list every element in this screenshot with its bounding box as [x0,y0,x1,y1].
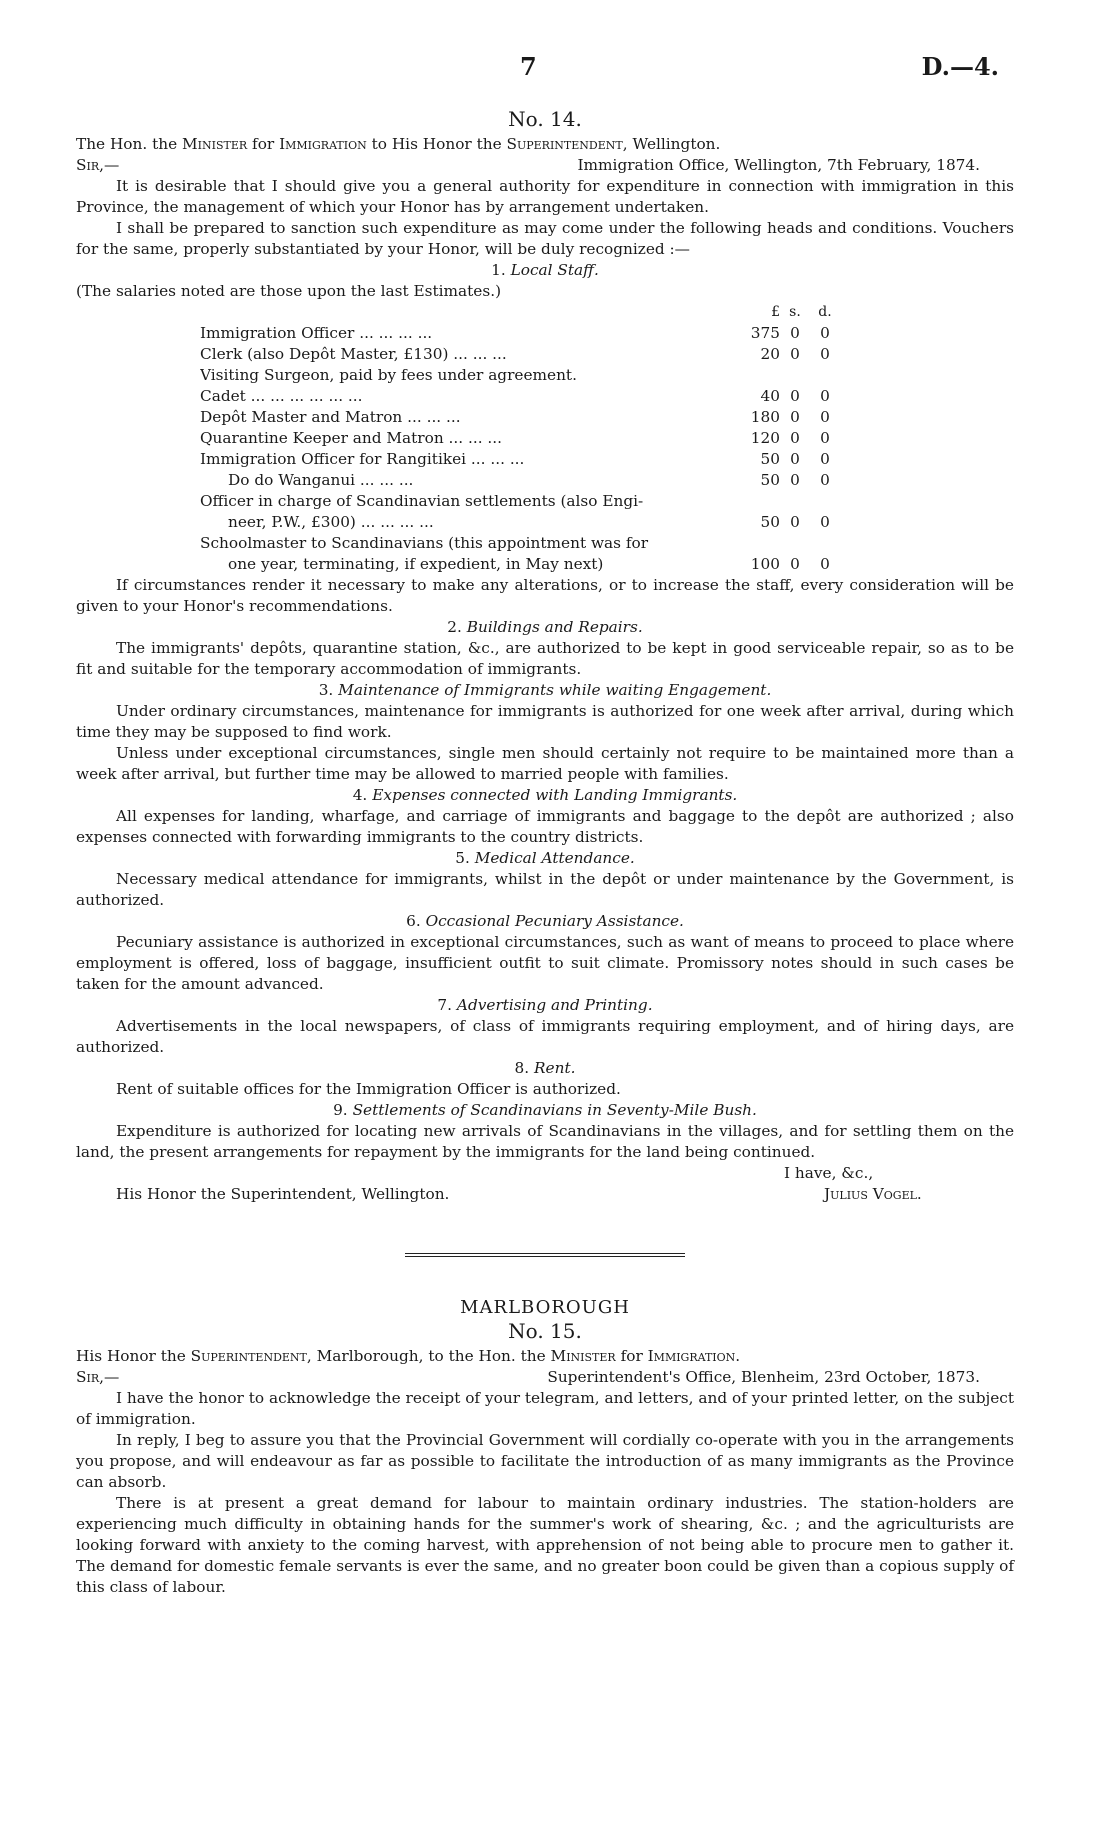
heading-text: for [247,135,280,153]
heading-text: The Hon. the [76,135,183,153]
section-number: 1. [491,261,506,279]
table-row [200,512,840,533]
paragraph: I have the honor to acknowledge the receipt of your telegram, and letters, and of your printed letter, on the subject of immigration. [76,1389,1014,1428]
signature-block [784,1163,1014,1205]
heading-superintendent: Superintendent [506,135,623,153]
paragraph: Pecuniary assistance is authorized in exceptional circumstances, such as want of means to proceed to place where employment is offered, loss of baggage, insufficient outfit to suit climate. Promissory notes should in such cases be taken for the amount advanced. [76,933,1014,993]
table-row [200,491,840,512]
section-title: Expenses connected with Landing Immigrants. [372,786,738,804]
section-number: 9. [333,1101,348,1119]
pence-header: d. [818,304,832,320]
pence: 0 [820,387,830,405]
page-number: 7 [520,52,537,81]
section-title: Buildings and Repairs. [466,618,643,636]
section-number: 2. [447,618,462,636]
section-title: Local Staff. [510,261,599,279]
province-title: MARLBOROUGH [460,1297,630,1318]
shilling-header: s. [789,304,801,320]
pence [810,365,840,386]
staff-item: Schoolmaster to Scandinavians (this appointment was for [200,534,649,552]
heading-superintendent: Superintendent [190,1347,307,1365]
letter-heading [76,134,1014,155]
pence: 0 [820,408,830,426]
pounds [724,365,780,386]
section-heading [76,1100,1014,1121]
staff-item: Officer in charge of Scandinavian settlements (also Engi- [200,492,644,510]
section-heading [76,260,1014,281]
page-header [0,52,1114,82]
paragraph: In reply, I beg to assure you that the Provincial Government will cordially co-operate with you in the arrangements you propose, and will endeavour as far as possible to facilitate the introduction of as many immigrants as the Province can absorb. [76,1431,1014,1491]
section-number: 7. [437,996,453,1014]
section-title: Rent. [534,1059,576,1077]
paragraph: Advertisements in the local newspapers, of class of immigrants requiring employment, and of hiring days, are authorized. [76,1017,1014,1056]
section-heading [76,995,1014,1016]
shillings [780,491,810,512]
shillings: 0 [790,408,800,426]
pence: 0 [820,471,830,489]
salutation: Sir,— [76,1368,120,1386]
section-title: Occasional Pecuniary Assistance. [425,912,684,930]
pence: 0 [820,345,830,363]
staff-item: Visiting Surgeon, paid by fees under agreement. [200,366,577,384]
section-divider [405,1253,685,1257]
paragraph: Rent of suitable offices for the Immigration Officer is authorized. [116,1080,621,1098]
staff-item: Clerk (also Depôt Master, £130) ... ... ... [200,345,507,363]
heading-text: His Honor the [76,1347,191,1365]
paragraph: It is desirable that I should give you a general authority for expenditure in connection with immigration in this Province, the management of which your Honor has by arrangement undertaken. [76,177,1014,216]
paragraph: I shall be prepared to sanction such expenditure as may come under the following heads and conditions. Vouchers for the same, properly substantiated by your Honor, will be duly recognized :— [76,219,1014,258]
shillings: 0 [790,513,800,531]
document-code: D.—4. [921,52,999,81]
shillings: 0 [790,471,800,489]
shillings: 0 [790,555,800,573]
paragraph: All expenses for landing, wharfage, and carriage of immigrants and baggage to the depôt are authorized ; also expenses connected with forwarding immigrants to the country districts. [76,807,1014,846]
paragraph: Unless under exceptional circumstances, single men should certainly not require to be maintained more than a week after arrival, but further time may be allowed to married people with families. [76,744,1014,783]
heading-text: to His Honor the [366,135,507,153]
closing: I have, &c., [784,1164,874,1182]
section-heading [76,617,1014,638]
table-row [200,470,840,491]
pounds: 50 [760,450,780,468]
shillings: 0 [790,450,800,468]
section-heading [76,680,1014,701]
pounds [724,533,780,554]
pence [810,491,840,512]
paragraph: The immigrants' depôts, quarantine station, &c., are authorized to be kept in good serviceable repair, so as to be fit and suitable for the temporary accommodation of immigrants. [76,639,1014,678]
letter-number: No. 15. [508,1319,582,1343]
table-row [200,365,840,386]
staff-item: one year, terminating, if expedient, in May next) [228,555,604,573]
salary-table-header [200,302,840,323]
table-row [200,533,840,554]
signoff [76,1163,1014,1205]
pounds: 40 [760,387,780,405]
salary-table [200,302,840,575]
paragraph: There is at present a great demand for labour to maintain ordinary industries. The station-holders are experiencing much difficulty in obtaining hands for the summer's work of shearing, &c. ; and the agriculturists are looking forward with anxiety to the coming harvest, with apprehension of not being able to procure men to gather it. The demand for domestic female servants is ever the same, and no greater boon could be given than a copious supply of this class of labour. [76,1494,1014,1596]
dateline: Immigration Office, Wellington, 7th February, 1874. [577,156,980,174]
dateline: Superintendent's Office, Blenheim, 23rd October, 1873. [547,1368,980,1386]
table-row [200,449,840,470]
staff-item: Depôt Master and Matron ... ... ... [200,408,461,426]
pounds: 50 [760,471,780,489]
pounds [724,491,780,512]
section-heading [76,911,1014,932]
section-title: Advertising and Printing. [456,996,653,1014]
pence: 0 [820,555,830,573]
pence: 0 [820,450,830,468]
divider-line [405,1256,685,1257]
pence: 0 [820,429,830,447]
table-row [200,344,840,365]
staff-item: Immigration Officer ... ... ... ... [200,324,433,342]
section-number: 5. [455,849,470,867]
section-title: Settlements of Scandinavians in Seventy-Mile Bush. [352,1101,757,1119]
staff-item: Cadet ... ... ... ... ... ... [200,387,363,405]
divider-line [405,1253,685,1254]
heading-immigration: Immigration. [647,1347,741,1365]
heading-text: , Marlborough, to the Hon. the [306,1347,551,1365]
blank-cell [200,302,724,323]
salutation: Sir,— [76,156,120,174]
paragraph: If circumstances render it necessary to make any alterations, or to increase the staff, every consideration will be given to your Honor's recommendations. [76,576,1014,615]
addressee: His Honor the Superintendent, Wellington. [116,1185,450,1203]
table-row [200,323,840,344]
document-body [76,106,1014,1598]
heading-text: for [615,1347,648,1365]
shillings [780,533,810,554]
letter-number: No. 14. [508,107,582,131]
shillings: 0 [790,429,800,447]
shillings [780,365,810,386]
section-heading [76,1058,1014,1079]
section-number: 6. [406,912,421,930]
salary-note: (The salaries noted are those upon the last Estimates.) [76,282,502,300]
section-heading [76,785,1014,806]
pound-header: £ [771,304,780,320]
shillings: 0 [790,324,800,342]
salutation-row [76,155,1014,176]
section-title: Medical Attendance. [474,849,635,867]
letter-heading [76,1346,1014,1367]
paragraph: Necessary medical attendance for immigrants, whilst in the depôt or under maintenance by the Government, is authorized. [76,870,1014,909]
paragraph: Expenditure is authorized for locating new arrivals of Scandinavians in the villages, and for settling them on the land, the present arrangements for repayment by the immigrants for the land being continued. [76,1122,1014,1161]
pounds: 20 [760,345,780,363]
section-number: 4. [352,786,368,804]
pounds: 180 [750,408,780,426]
pounds: 50 [760,513,780,531]
section-heading [76,848,1014,869]
heading-text: , Wellington. [622,135,721,153]
heading-immigration: Immigration [279,135,367,153]
heading-minister: Minister [182,135,248,153]
section-number: 3. [318,681,334,699]
section-title: Maintenance of Immigrants while waiting Engagement. [338,681,772,699]
staff-item: Immigration Officer for Rangitikei ... ... ... [200,450,525,468]
shillings: 0 [790,387,800,405]
staff-item: neer, P.W., £300) ... ... ... ... [228,513,434,531]
shillings: 0 [790,345,800,363]
signature: Julius Vogel. [824,1185,922,1203]
heading-minister: Minister [550,1347,616,1365]
pence: 0 [820,324,830,342]
table-row [200,428,840,449]
table-row [200,554,840,575]
salutation-row [76,1367,1014,1388]
table-row [200,386,840,407]
pounds: 120 [750,429,780,447]
pounds: 375 [750,324,780,342]
table-row [200,407,840,428]
staff-item: Do do Wanganui ... ... ... [228,471,414,489]
pence [810,533,840,554]
pounds: 100 [750,555,780,573]
pence: 0 [820,513,830,531]
paragraph: Under ordinary circumstances, maintenance for immigrants is authorized for one week after arrival, during which time they may be supposed to find work. [76,702,1014,741]
section-number: 8. [514,1059,530,1077]
staff-item: Quarantine Keeper and Matron ... ... ... [200,429,503,447]
